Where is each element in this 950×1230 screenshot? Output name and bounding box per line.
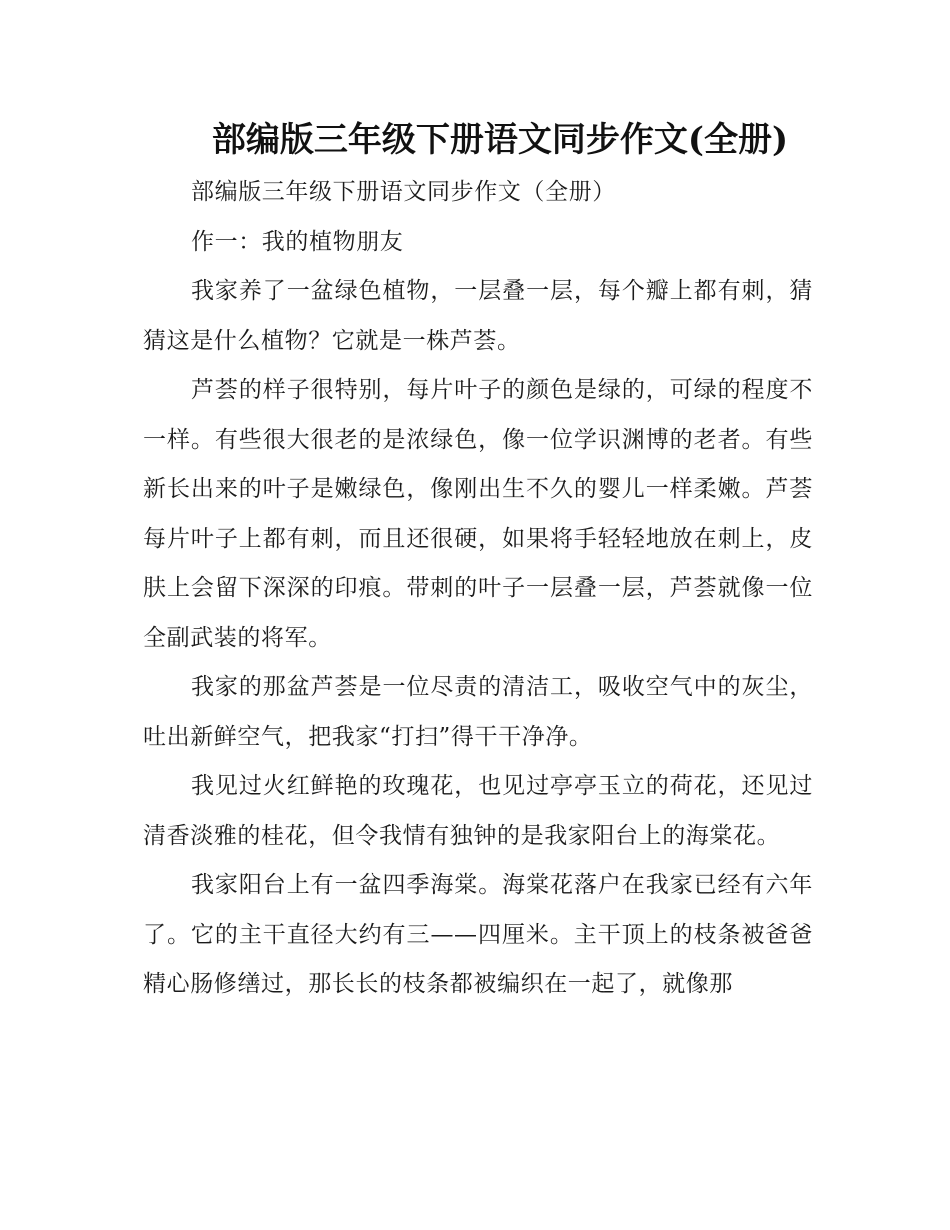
subtitle-paragraph: 部编版三年级下册语文同步作文（全册） bbox=[191, 179, 616, 205]
document-body bbox=[143, 168, 813, 1010]
body-paragraph: 我家阳台上有一盆四季海棠。海棠花落户在我家已经有六年了。它的主干直径大约有三——四厘米。主干顶上的枝条被爸爸精心肠修缮过，那长长的枝条都被编织在一起了，就像那 bbox=[143, 872, 813, 997]
document-title: 部编版三年级下册语文同步作文(全册) bbox=[211, 120, 789, 160]
section-heading: 作一：我的植物朋友 bbox=[191, 228, 404, 255]
body-paragraph: 我家的那盆芦荟是一位尽责的清洁工，吸收空气中的灰尘，吐出新鲜空气，把我家“打扫”得干干净净。 bbox=[143, 674, 813, 750]
body-paragraph: 我家养了一盆绿色植物，一层叠一层，每个瓣上都有刺，猜猜这是什么植物？它就是一株芦荟。 bbox=[143, 278, 813, 354]
body-paragraph: 芦荟的样子很特别，每片叶子的颜色是绿的，可绿的程度不一样。有些很大很老的是浓绿色，像一位学识渊博的老者。有些新长出来的叶子是嫩绿色，像刚出生不久的婴儿一样柔嫩。芦荟每片叶子上都有刺，而且还很硬，如果将手轻轻地放在刺上，皮肤上会留下深深的印痕。带刺的叶子一层叠一层，芦荟就像一位全副武装的将军。 bbox=[143, 377, 813, 651]
body-paragraph: 我见过火红鲜艳的玫瑰花，也见过亭亭玉立的荷花，还见过清香淡雅的桂花，但令我情有独钟的是我家阳台上的海棠花。 bbox=[143, 773, 813, 849]
